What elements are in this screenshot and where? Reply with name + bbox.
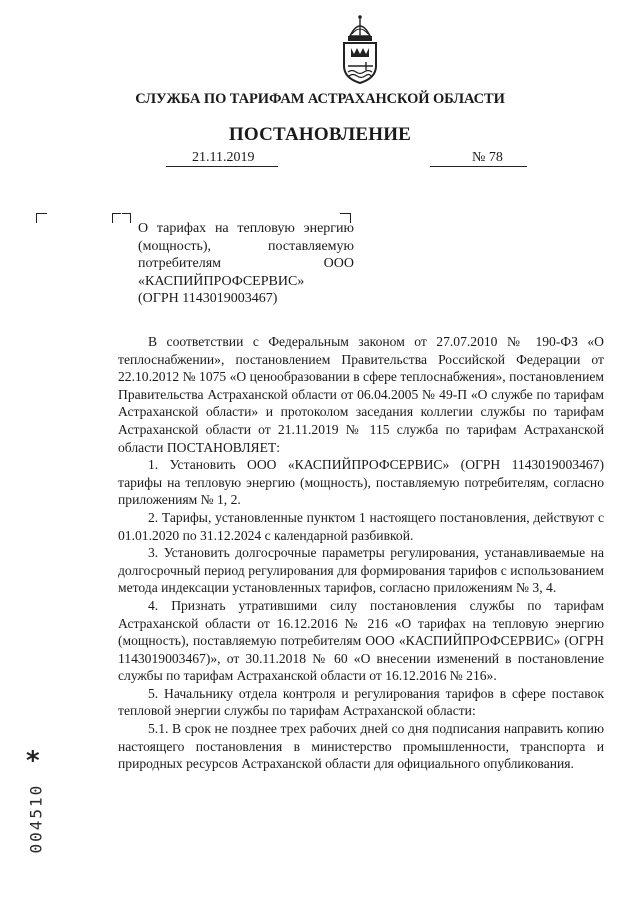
number-value: № 78	[430, 150, 527, 167]
document-type-title: ПОСТАНОВЛЕНИЕ	[228, 124, 412, 145]
subject-line: «КАСПИЙПРОФСЕРВИС»	[138, 273, 305, 289]
margin-stamp	[24, 746, 48, 860]
document-body	[118, 333, 604, 773]
organization-title: СЛУЖБА ПО ТАРИФАМ АСТРАХАНСКОЙ ОБЛАСТИ	[135, 91, 505, 107]
stamp-number: 004510	[26, 783, 46, 854]
item-paragraph: 1. Установить ООО «КАСПИЙПРОФСЕРВИС» (ОГРН 1143019003467) тарифы на тепловую энергию (мощность), поставляемую потребителям, согласно приложениям № 1, 2.	[118, 457, 604, 508]
document-date	[166, 150, 278, 167]
document-number	[430, 150, 527, 167]
stamp-asterisk: *	[26, 746, 40, 776]
document-subject	[138, 220, 354, 308]
item-paragraph: 5.1. В срок не позднее трех рабочих дней со дня подписания направить копию настоящего постановления в министерство промышленности, транспорта и природных ресурсов Астраханской области для официального опубликования.	[118, 721, 604, 772]
coat-of-arms-icon	[336, 14, 384, 86]
corner-mark-left	[36, 213, 47, 223]
corner-mark-subject-start-inner	[122, 213, 131, 223]
date-value: 21.11.2019	[166, 150, 278, 167]
subject-line: О тарифах на тепловую энергию	[138, 221, 354, 236]
preamble-paragraph: В соответствии с Федеральным законом от 27.07.2010 № 190-ФЗ «О теплоснабжении», постановлением Правительства Российской Федерации от 22.10.2012 № 1075 «О ценообразовании в сфере теплоснабжения», постановлением Правительства Астраханской области от 06.04.2005 № 49-П «О службе по тарифам Астраханской области» и протоколом заседания коллегии службы по тарифам Астраханской области от 21.11.2019 № 115 служба по тарифам Астраханской области ПОСТАНОВЛЯЕТ:	[118, 334, 604, 455]
corner-mark-subject-start	[112, 213, 121, 223]
subject-line: (мощность), поставляемую	[138, 238, 354, 254]
item-paragraph: 3. Установить долгосрочные параметры регулирования, устанавливаемые на долгосрочный период регулирования для формирования тарифов с использованием метода индексации установленных тарифов, согласно приложениям № 3, 4.	[118, 545, 604, 596]
item-paragraph: 5. Начальнику отдела контроля и регулирования тарифов в сфере поставок тепловой энергии службы по тарифам Астраханской области:	[118, 685, 604, 719]
subject-line: (ОГРН 1143019003467)	[138, 291, 278, 306]
subject-line: потребителям ООО	[138, 256, 354, 271]
item-paragraph: 4. Признать утратившими силу постановления службы по тарифам Астраханской области от 16.12.2016 № 216 «О тарифах на тепловую энергию (мощность), поставляемую потребителям ООО «КАСПИЙПРОФСЕРВИС» (ОГРН 1143019003467)», от 30.11.2018 № 60 «О внесении изменений в постановление службы по тарифам Астраханской области от 16.12.2016 № 216».	[118, 597, 604, 684]
item-paragraph: 2. Тарифы, установленные пунктом 1 настоящего постановления, действуют с 01.01.2020 по 31.12.2024 с календарной разбивкой.	[118, 509, 604, 543]
